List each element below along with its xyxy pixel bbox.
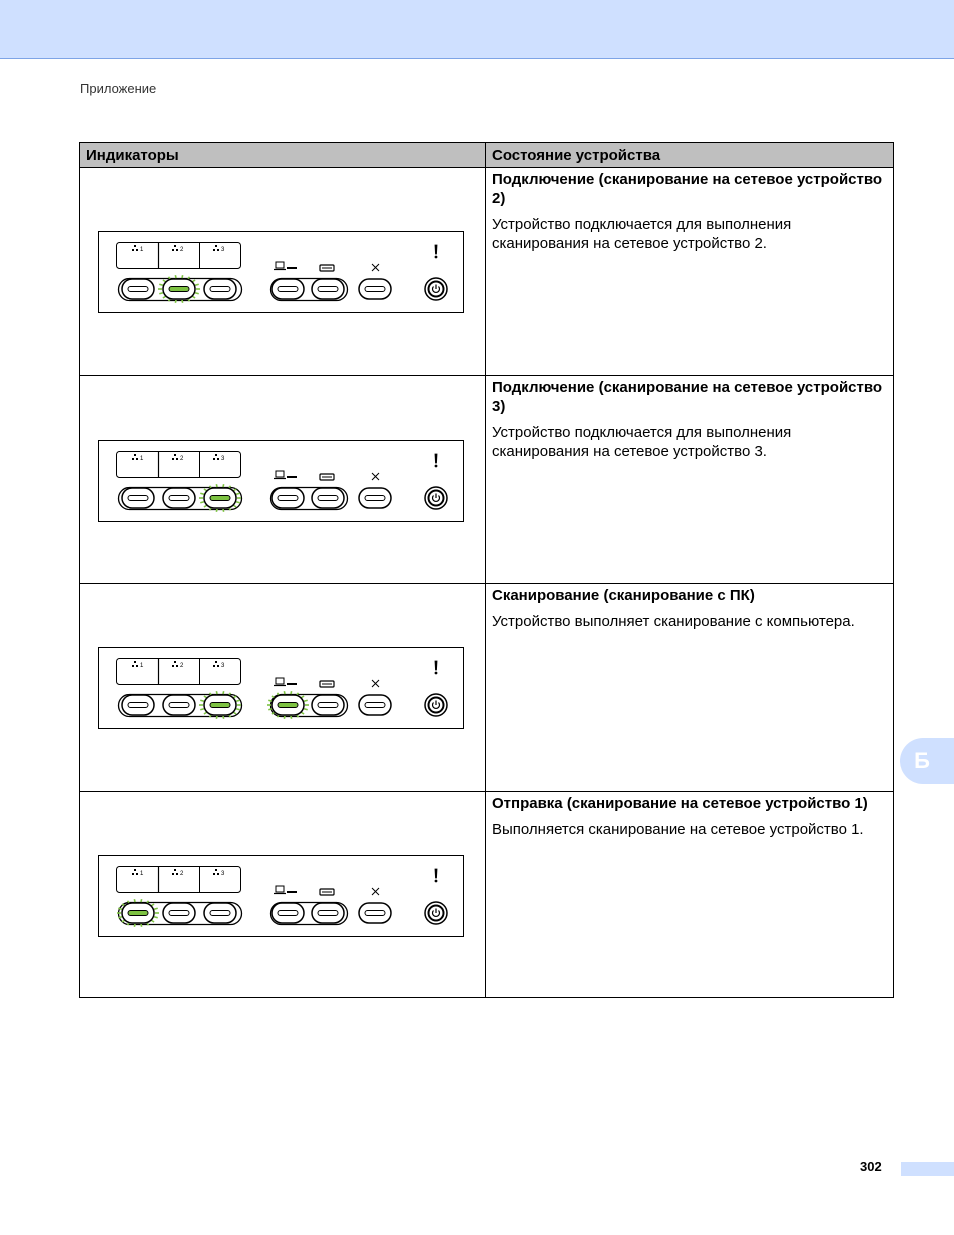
control-panel-diagram xyxy=(98,440,464,522)
table-row xyxy=(80,792,894,998)
led-indicator xyxy=(210,287,230,292)
led-indicator xyxy=(318,703,338,708)
table-row xyxy=(80,376,894,584)
error-icon-dot xyxy=(435,880,438,883)
control-panel-diagram xyxy=(98,231,464,313)
led-indicator xyxy=(278,287,298,292)
led-indicator xyxy=(210,911,230,916)
state-cell xyxy=(486,584,894,792)
led-indicator xyxy=(128,496,148,501)
header-band xyxy=(0,0,954,59)
led-indicator xyxy=(169,496,189,501)
control-panel-diagram xyxy=(98,855,464,937)
network-number-label: 2 xyxy=(180,247,184,253)
led-indicator xyxy=(365,703,385,708)
error-icon-dot xyxy=(435,465,438,468)
indicator-cell xyxy=(80,168,486,376)
state-description: Выполняется сканирование на сетевое устройство 1. xyxy=(492,821,864,838)
led-indicator xyxy=(318,287,338,292)
led-indicator xyxy=(318,911,338,916)
error-icon-dot xyxy=(435,672,438,675)
indicator-table xyxy=(79,142,894,998)
led-indicator xyxy=(128,287,148,292)
led-indicator-lit xyxy=(210,496,230,501)
error-icon xyxy=(435,245,437,254)
indicator-cell xyxy=(80,376,486,584)
state-description: Устройство подключается для выполнения сканирования на сетевое устройство 3. xyxy=(492,424,792,460)
led-indicator-lit xyxy=(128,911,148,916)
error-icon xyxy=(435,869,437,878)
state-cell xyxy=(486,168,894,376)
control-panel-diagram xyxy=(98,647,464,729)
led-indicator xyxy=(365,496,385,501)
state-description: Устройство подключается для выполнения сканирования на сетевое устройство 2. xyxy=(492,216,792,252)
led-indicator xyxy=(128,703,148,708)
table-row xyxy=(80,584,894,792)
led-indicator xyxy=(365,911,385,916)
led-indicator-lit xyxy=(278,703,298,708)
led-indicator xyxy=(278,496,298,501)
state-cell xyxy=(486,792,894,998)
network-number-label: 3 xyxy=(221,663,225,669)
network-number-label: 2 xyxy=(180,456,184,462)
network-number-label: 1 xyxy=(140,456,144,462)
indicator-cell xyxy=(80,584,486,792)
indicator-cell xyxy=(80,792,486,998)
led-indicator xyxy=(169,911,189,916)
network-number-label: 3 xyxy=(221,456,225,462)
state-title: Подключение (сканирование на сетевое устройство 3) xyxy=(492,379,883,415)
network-number-label: 1 xyxy=(140,871,144,877)
state-title: Подключение (сканирование на сетевое устройство 2) xyxy=(492,171,883,207)
breadcrumb: Приложение xyxy=(80,81,157,96)
led-indicator-lit xyxy=(169,287,189,292)
network-number-label: 1 xyxy=(140,663,144,669)
error-icon-dot xyxy=(435,256,438,259)
chapter-tab: Б xyxy=(900,738,954,784)
led-indicator xyxy=(318,496,338,501)
led-indicator xyxy=(278,911,298,916)
network-number-label: 1 xyxy=(140,247,144,253)
state-title: Отправка (сканирование на сетевое устройство 1) xyxy=(492,795,868,812)
led-indicator xyxy=(169,703,189,708)
network-number-label: 2 xyxy=(180,871,184,877)
error-icon xyxy=(435,661,437,670)
page-number: 302 xyxy=(860,1159,882,1174)
led-indicator-lit xyxy=(210,703,230,708)
state-description: Устройство выполняет сканирование с компьютера. xyxy=(492,613,855,630)
column-header-indicators: Индикаторы xyxy=(80,143,486,168)
state-cell xyxy=(486,376,894,584)
network-number-label: 2 xyxy=(180,663,184,669)
network-number-label: 3 xyxy=(221,247,225,253)
error-icon xyxy=(435,454,437,463)
led-indicator xyxy=(365,287,385,292)
table-row xyxy=(80,168,894,376)
column-header-state: Состояние устройства xyxy=(486,143,894,168)
footer-band xyxy=(901,1162,954,1176)
network-number-label: 3 xyxy=(221,871,225,877)
state-title: Сканирование (сканирование с ПК) xyxy=(492,587,755,604)
